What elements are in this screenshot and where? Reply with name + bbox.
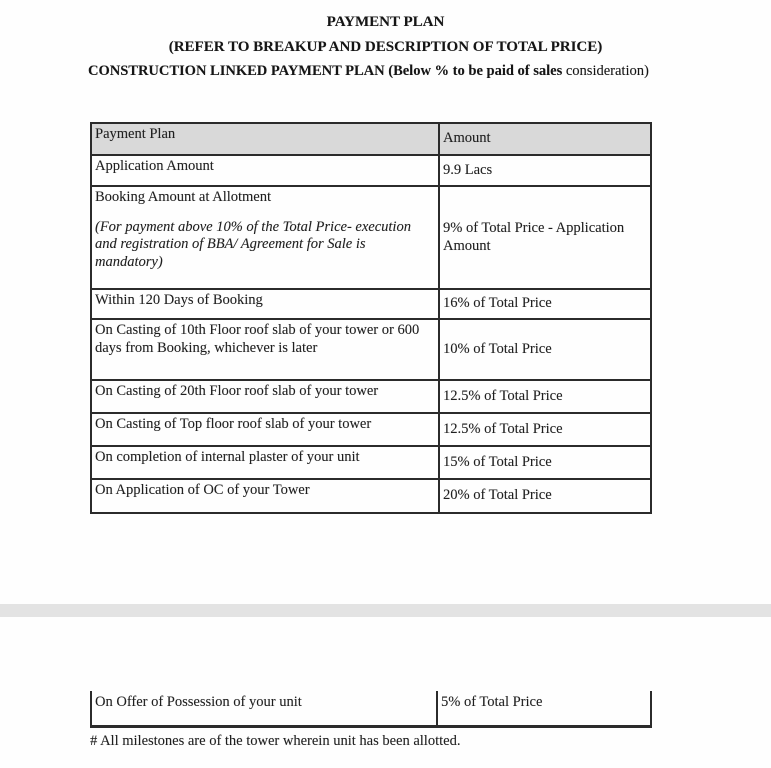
table-row [91,186,651,289]
plan-cell [91,186,439,289]
plan-cell: On completion of internal plaster of your unit [91,446,439,479]
footnote: # All milestones are of the tower wherein unit has been allotted. [90,733,461,749]
table-row [91,319,651,380]
header-cell-amount: Amount [439,123,651,155]
plan-note: (For payment above 10% of the Total Price- execution and registration of BBA/ Agreement for Sale is mandatory) [95,218,411,271]
amount-cell: 16% of Total Price [439,289,651,319]
payment-plan-table [90,122,652,514]
amount-cell: 12.5% of Total Price [439,380,651,413]
section-heading-bold: CONSTRUCTION LINKED PAYMENT PLAN (Below % to be paid of sales [88,63,563,79]
table-row [91,289,651,319]
amount-cell: 5% of Total Price [441,694,543,710]
plan-cell: On Offer of Possession of your unit [92,691,438,725]
header-cell-plan: Payment Plan [91,123,439,155]
table-row [91,413,651,446]
continuation-table [90,691,652,728]
amount-cell: 10% of Total Price [439,319,651,380]
plan-cell: Within 120 Days of Booking [91,289,439,319]
plan-text: Booking Amount at Allotment [95,189,272,205]
amount-cell: 20% of Total Price [439,479,651,513]
amount-cell: 12.5% of Total Price [439,413,651,446]
plan-cell: On Application of OC of your Tower [91,479,439,513]
plan-cell: On Casting of 10th Floor roof slab of your tower or 600 days from Booking, whichever is later [91,319,439,380]
section-heading-regular: consideration) [562,63,649,79]
table-row [91,479,651,513]
plan-cell: On Casting of 20th Floor roof slab of your tower [91,380,439,413]
plan-cell: Application Amount [91,155,439,186]
section-heading [88,63,688,80]
table-header-row [91,123,651,155]
amount-cell: 9.9 Lacs [439,155,651,186]
page-subtitle: (REFER TO BREAKUP AND DESCRIPTION OF TOTAL PRICE) [168,39,603,55]
table-row [91,446,651,479]
table-row [91,380,651,413]
plan-cell: On Casting of Top floor roof slab of your tower [91,413,439,446]
table-row [91,155,651,186]
page-title: PAYMENT PLAN [326,14,445,30]
page-separator [0,604,771,617]
amount-cell: 15% of Total Price [439,446,651,479]
amount-cell: 9% of Total Price - Application Amount [439,186,651,289]
